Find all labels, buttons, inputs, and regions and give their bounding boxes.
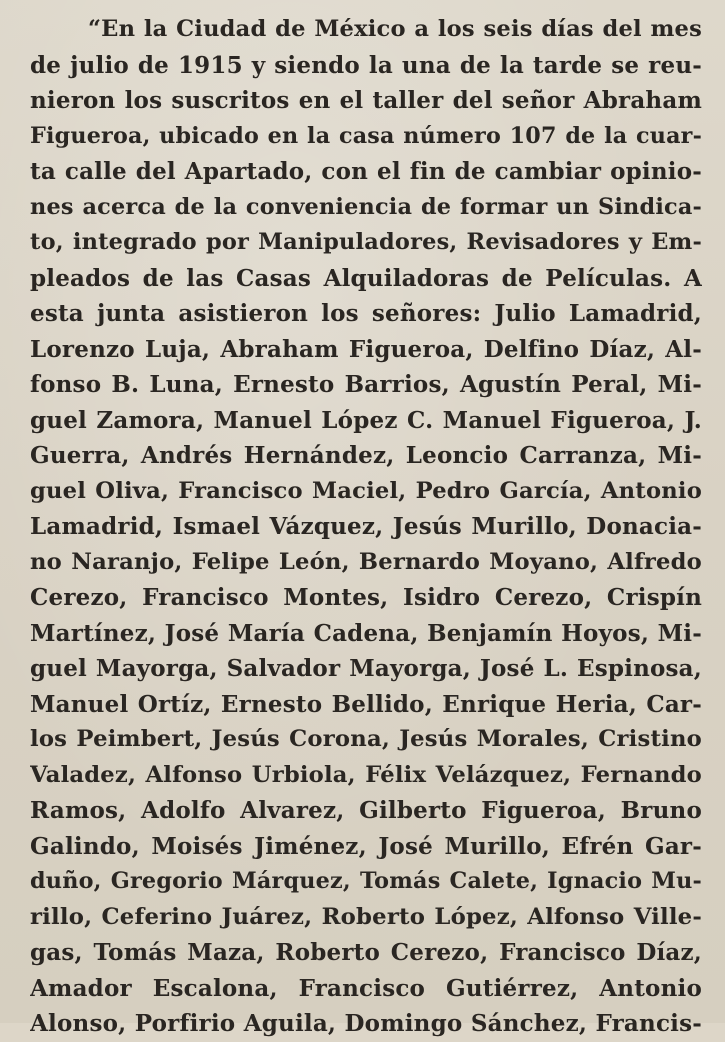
text-line: Figueroa, ubicado en la casa número 107 de la cuar- xyxy=(30,122,702,149)
text-line: pleados de las Casas Alquiladoras de Películas. A xyxy=(30,264,702,292)
text-line: duño, Gregorio Márquez, Tomás Calete, Ignacio Mu- xyxy=(30,868,702,894)
text-line: “En la Ciudad de México a los seis días del mes xyxy=(88,16,702,42)
text-line: Martínez, José María Cadena, Benjamín Hoyos, Mi- xyxy=(30,619,702,647)
text-line: ta calle del Apartado, con el fin de cambiar opinio- xyxy=(30,158,702,185)
text-line: Cerezo, Francisco Montes, Isidro Cerezo, Crispín xyxy=(30,584,702,611)
text-line: rillo, Ceferino Juárez, Roberto López, Alfonso Ville- xyxy=(30,903,702,930)
text-line: Alonso, Porfirio Aguila, Domingo Sánchez, Francis- xyxy=(30,1010,702,1037)
text-line: Lorenzo Luja, Abraham Figueroa, Delfino Díaz, Al- xyxy=(30,335,702,363)
text-line: Manuel Ortíz, Ernesto Bellido, Enrique Heria, Car- xyxy=(30,690,702,718)
text-line: Galindo, Moisés Jiménez, José Murillo, Efrén Gar- xyxy=(30,832,702,860)
text-line: fonso B. Luna, Ernesto Barrios, Agustín Peral, Mi- xyxy=(30,371,702,398)
text-line: guel Oliva, Francisco Maciel, Pedro García, Antonio xyxy=(30,477,702,504)
text-line: to, integrado por Manipuladores, Revisadores y Em- xyxy=(30,229,702,255)
text-line: Lamadrid, Ismael Vázquez, Jesús Murillo, Donacia- xyxy=(30,513,702,540)
text-line: gas, Tomás Maza, Roberto Cerezo, Francisco Díaz, xyxy=(30,939,702,966)
text-line: esta junta asistieron los señores: Julio Lamadrid, xyxy=(30,300,702,327)
text-line: de julio de 1915 y siendo la una de la tarde se reu- xyxy=(30,51,702,79)
text-line: guel Zamora, Manuel López C. Manuel Figueroa, J. xyxy=(30,406,702,434)
text-line: Guerra, Andrés Hernández, Leoncio Carranza, Mi- xyxy=(30,442,702,469)
text-line: Ramos, Adolfo Alvarez, Gilberto Figueroa, Bruno xyxy=(30,797,702,824)
text-line: los Peimbert, Jesús Corona, Jesús Morales, Cristino xyxy=(30,726,702,752)
text-line: no Naranjo, Felipe León, Bernardo Moyano, Alfredo xyxy=(30,548,702,575)
text-line: Valadez, Alfonso Urbiola, Félix Velázquez, Fernando xyxy=(30,761,702,788)
body-paragraph xyxy=(30,12,702,1042)
text-line: nieron los suscritos en el taller del señor Abraham xyxy=(30,87,702,114)
text-line: Amador Escalona, Francisco Gutiérrez, Antonio xyxy=(30,974,702,1002)
text-line: nes acerca de la conveniencia de formar un Sindica- xyxy=(30,193,702,220)
text-line: guel Mayorga, Salvador Mayorga, José L. Espinosa, xyxy=(30,655,702,682)
